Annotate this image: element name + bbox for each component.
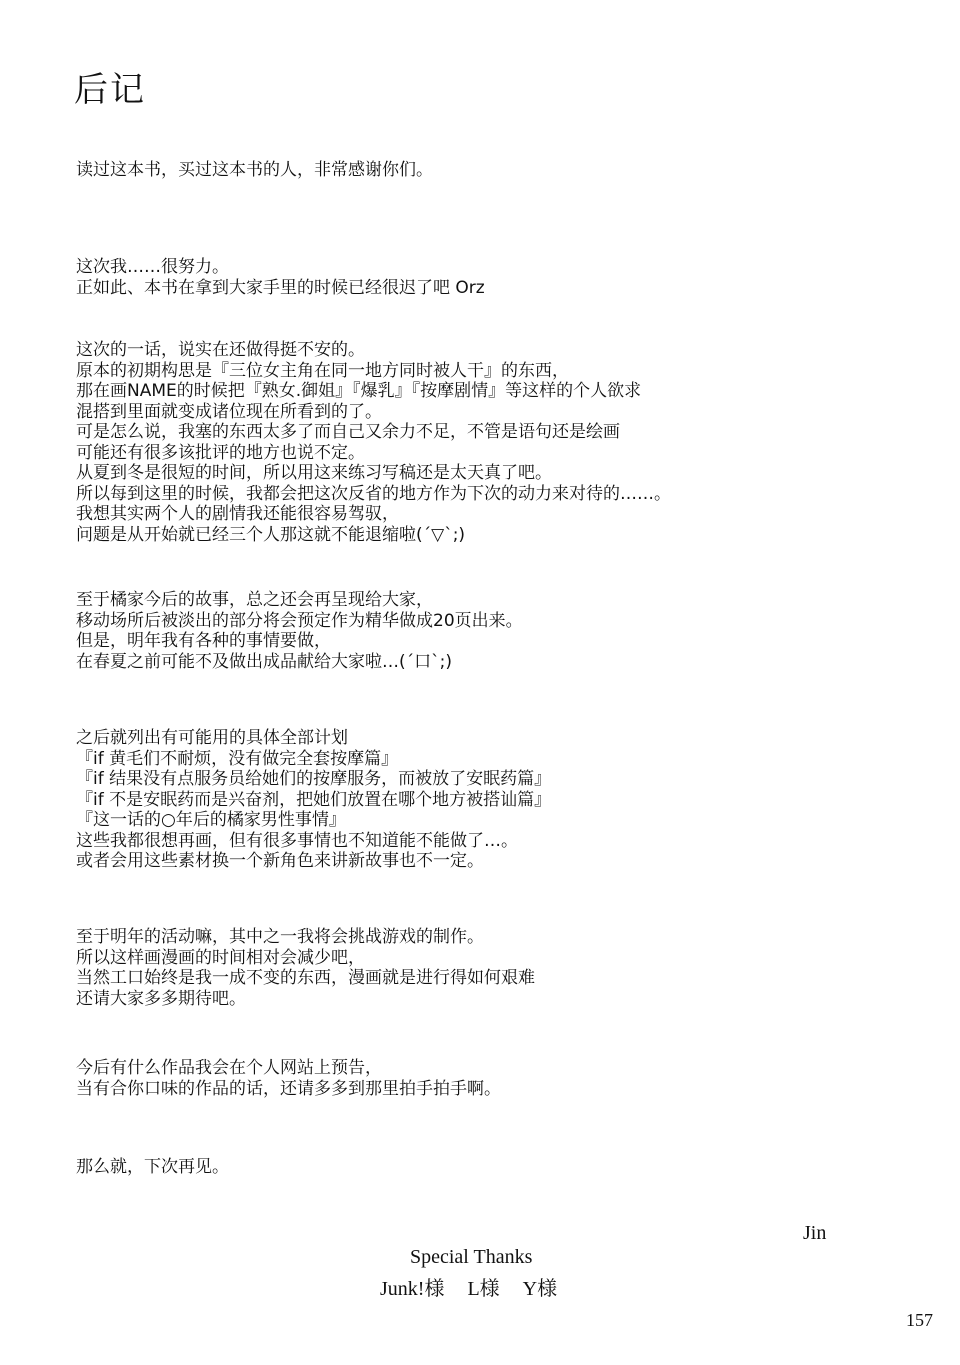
thanks-name: L様 xyxy=(467,1278,500,1300)
text-line: 『这一话的○年后的橘家男性事情』 xyxy=(76,810,346,830)
text-line: 混搭到里面就变成诸位现在所看到的了。 xyxy=(76,401,382,422)
text-line: 当有合你口味的作品的话，还请多多到那里拍手拍手啊。 xyxy=(76,1078,501,1099)
text-line: 可是怎么说，我塞的东西太多了而自己又余力不足，不管是语句还是绘画 xyxy=(76,422,620,442)
thanks-name: Y様 xyxy=(522,1278,558,1300)
text-line: 这些我都很想再画，但有很多事情也不知道能不能做了…。 xyxy=(76,830,518,851)
thanks-name: Junk!様 xyxy=(380,1278,445,1300)
page-number: 157 xyxy=(906,1310,933,1330)
text-line: 问题是从开始就已经三个人那这就不能退缩啦(´▽`;) xyxy=(76,524,466,545)
paragraph-future-story xyxy=(76,590,523,672)
text-line: 『if 结果没有点服务员给她们的按摩服务，而被放了安眠药篇』 xyxy=(76,769,552,789)
paragraph-plans xyxy=(76,728,551,872)
text-line: 从夏到冬是很短的时间，所以用这来练习写稿还是太天真了吧。 xyxy=(76,463,552,483)
text-line: 当然工口始终是我一成不变的东西，漫画就是进行得如何艰难 xyxy=(76,968,535,988)
special-thanks-title: Special Thanks xyxy=(410,1246,533,1268)
text-line: 今后有什么作品我会在个人网站上预告， xyxy=(76,1058,382,1078)
text-line: 所以每到这里的时候，我都会把这次反省的地方作为下次的动力来对待的……。 xyxy=(76,483,671,504)
text-line: 但是，明年我有各种的事情要做， xyxy=(76,631,331,651)
text-line: 原本的初期构思是『三位女主角在同一地方同时被人干』的东西， xyxy=(76,360,569,381)
paragraph-farewell xyxy=(76,1157,229,1178)
text-line: 那么就，下次再见。 xyxy=(76,1157,229,1177)
paragraph-website xyxy=(76,1058,501,1099)
text-line: 至于明年的活动嘛，其中之一我将会挑战游戏的制作。 xyxy=(76,927,484,947)
text-line: 至于橘家今后的故事，总之还会再呈现给大家， xyxy=(76,590,433,610)
text-line: 或者会用这些素材换一个新角色来讲新故事也不一定。 xyxy=(76,851,484,871)
text-line: 之后就列出有可能用的具体全部计划 xyxy=(76,728,348,748)
text-line: 可能还有很多该批评的地方也说不定。 xyxy=(76,442,365,463)
paragraph-next-year xyxy=(76,927,535,1009)
text-line: 『if 黄毛们不耐烦，没有做完全套按摩篇』 xyxy=(76,748,399,769)
text-line: 移动场所后被淡出的部分将会预定作为精华做成20页出来。 xyxy=(76,610,523,631)
author-signature: Jin xyxy=(803,1222,827,1244)
special-thanks-names xyxy=(380,1272,575,1301)
text-line: 我想其实两个人的剧情我还能很容易驾驭， xyxy=(76,504,399,524)
text-line: 那在画NAME的时候把『熟女.御姐』『爆乳』『按摩剧情』等这样的个人欲求 xyxy=(76,381,642,401)
text-line: 所以这样画漫画的时间相对会减少吧， xyxy=(76,947,365,968)
text-line: 正如此、本书在拿到大家手里的时候已经很迟了吧 Orz xyxy=(76,277,485,298)
text-line: 在春夏之前可能不及做出成品献给大家啦…(´口`;) xyxy=(76,651,452,672)
text-line: 这次的一话，说实在还做得挺不安的。 xyxy=(76,340,365,360)
page-title: 后记 xyxy=(74,70,146,110)
paragraph-effort xyxy=(76,257,485,298)
text-line: 还请大家多多期待吧。 xyxy=(76,988,246,1009)
text-line: 『if 不是安眠药而是兴奋剂，把她们放置在哪个地方被搭讪篇』 xyxy=(76,789,552,810)
paragraph-reflection xyxy=(76,340,671,545)
text-line: 读过这本书，买过这本书的人，非常感谢你们。 xyxy=(76,160,433,180)
text-line: 这次我……很努力。 xyxy=(76,257,229,277)
paragraph-thanks xyxy=(76,160,433,181)
